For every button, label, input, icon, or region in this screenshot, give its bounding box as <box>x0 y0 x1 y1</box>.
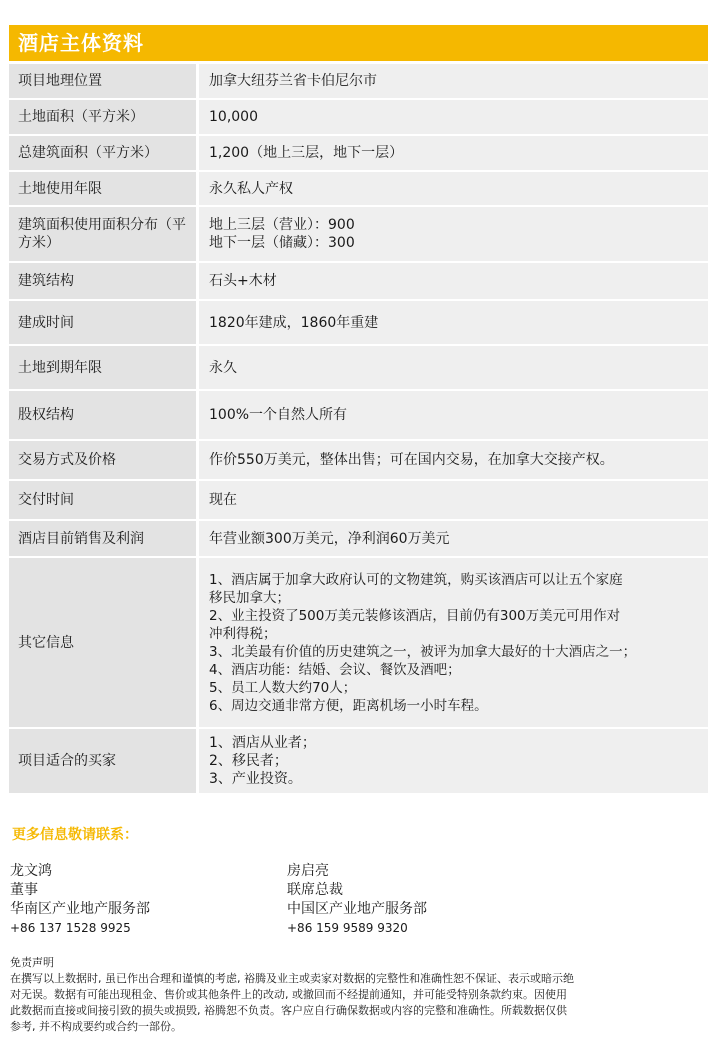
contact-card <box>287 862 427 937</box>
contact-phone: +86 137 1528 9925 <box>10 921 131 935</box>
table-row <box>9 263 708 301</box>
row-label: 总建筑面积（平方米） <box>9 136 196 170</box>
table-row <box>9 346 708 391</box>
disclaimer-line: 参考, 并不构成要约或合约一部份。 <box>10 1020 182 1033</box>
row-value: 10,000 <box>199 100 708 134</box>
contact-name: 龙文鸿 <box>10 863 52 879</box>
contact-role: 联席总裁 <box>287 882 343 898</box>
disclaimer <box>10 955 710 1035</box>
table-row <box>9 481 708 521</box>
contact-dept: 华南区产业地产服务部 <box>10 901 150 917</box>
contact-card <box>10 862 150 937</box>
table-row <box>9 729 708 795</box>
row-label: 项目适合的买家 <box>9 729 196 793</box>
disclaimer-line: 在撰写以上数据时, 虽已作出合理和谨慎的考虑, 裕腾及业主或卖家对数据的完整性和准确性恕不保证、表示或暗示绝 <box>10 972 574 985</box>
contact-role: 董事 <box>10 882 38 898</box>
row-value: 100%一个自然人所有 <box>199 391 708 439</box>
table-row <box>9 301 708 346</box>
table-row <box>9 391 708 441</box>
row-label: 交付时间 <box>9 481 196 519</box>
table-row <box>9 64 708 100</box>
row-value: 1、酒店属于加拿大政府认可的文物建筑，购买该酒店可以让五个家庭 移民加拿大； 2、业主投资了500万美元装修该酒店，目前仍有300万美元可用作对 冲利得税； 3、北美最有价值的历史建筑之一，被评为加拿大最好的十大酒店之一； 4、酒店功能：结婚、会议、餐饮及酒吧； 5、员工人数大约70人； 6、周边交通非常方便，距离机场一小时车程。 <box>199 558 708 727</box>
row-value: 作价550万美元，整体出售；可在国内交易，在加拿大交接产权。 <box>199 441 708 479</box>
row-value: 加拿大纽芬兰省卡伯尼尔市 <box>199 64 708 98</box>
row-label: 股权结构 <box>9 391 196 439</box>
row-label: 土地到期年限 <box>9 346 196 389</box>
row-value: 1820年建成，1860年重建 <box>199 301 708 344</box>
hotel-info-table <box>9 64 708 795</box>
table-row <box>9 207 708 263</box>
table-row <box>9 172 708 207</box>
row-value: 1、酒店从业者； 2、移民者； 3、产业投资。 <box>199 729 708 793</box>
table-row <box>9 136 708 172</box>
disclaimer-title: 免责声明 <box>10 956 54 969</box>
contact-heading: 更多信息敬请联系： <box>12 827 138 843</box>
row-label: 项目地理位置 <box>9 64 196 98</box>
row-value: 永久 <box>199 346 708 389</box>
row-value: 地上三层（营业）：900 地下一层（储藏）：300 <box>199 207 708 261</box>
table-row <box>9 558 708 729</box>
row-value: 永久私人产权 <box>199 172 708 205</box>
row-label: 其它信息 <box>9 558 196 727</box>
row-label: 土地使用年限 <box>9 172 196 205</box>
row-label: 建筑面积使用面积分布（平方米） <box>9 207 196 261</box>
row-label: 交易方式及价格 <box>9 441 196 479</box>
disclaimer-line: 对无误。数据有可能出现租金、售价或其他条件上的改动, 或撤回而不经提前通知，并可能受特别条款约束。因使用 <box>10 988 567 1001</box>
contact-name: 房启亮 <box>287 863 329 879</box>
table-row <box>9 441 708 481</box>
contact-dept: 中国区产业地产服务部 <box>287 901 427 917</box>
row-value: 石头+木材 <box>199 263 708 299</box>
row-value: 1,200（地上三层，地下一层） <box>199 136 708 170</box>
row-label: 酒店目前销售及利润 <box>9 521 196 556</box>
table-row <box>9 100 708 136</box>
row-label: 建筑结构 <box>9 263 196 299</box>
row-value: 现在 <box>199 481 708 519</box>
row-value: 年营业额300万美元，净利润60万美元 <box>199 521 708 556</box>
page-title: 酒店主体资料 <box>9 25 708 61</box>
disclaimer-line: 此数据而直接或间接引致的损失或损毁, 裕腾恕不负责。客户应自行确保数据或内容的完整和准确性。所载数据仅供 <box>10 1004 567 1017</box>
row-label: 土地面积（平方米） <box>9 100 196 134</box>
contact-phone: +86 159 9589 9320 <box>287 921 408 935</box>
table-row <box>9 521 708 558</box>
row-label: 建成时间 <box>9 301 196 344</box>
